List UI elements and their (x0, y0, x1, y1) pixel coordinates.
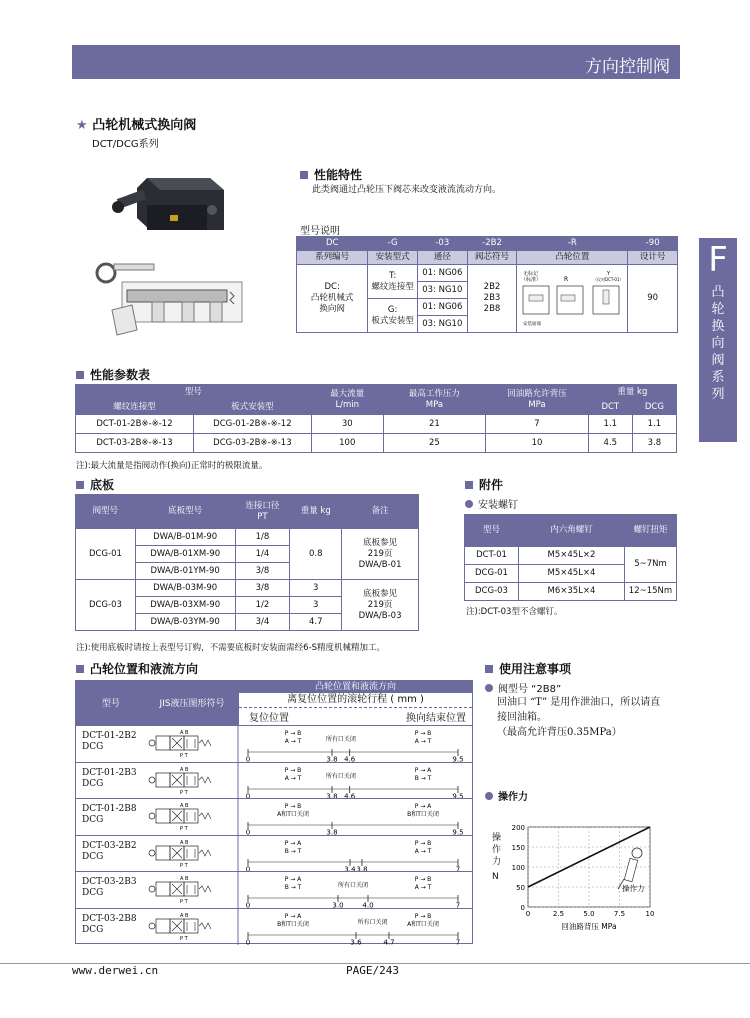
base-table: 阀型号 底板型号 连接口径 PT 重量 kg 备注 DCG-01 DWA/B-01M-90 1/8 0.8 底板参见 219页 DWA/B-01 DWA/B-01XM-90 1/4 DWA/B-01YM-90 3/8 DCG-03 DWA/B-03M-90 3/8 3 底板参见 219页 DWA/B-03 DWA/B-03XM-90 1/2 3 DWA/B-03YM-90 3/4 4.7 (75, 494, 419, 631)
table-row: DCT-03-2B※-※-13 DCG-03-2B※-※-13 100 25 10 4.5 3.8 (76, 434, 677, 453)
base-heading (76, 476, 114, 493)
page-title: 方向控制阀 (585, 57, 670, 77)
tick-label: 7 (455, 865, 461, 872)
perf-note: 注):最大流量是指阀动作(换向)正常时的极限流量。 (76, 461, 268, 471)
y-tick-label: 100 (511, 864, 525, 872)
perf-h-threaded: 螺纹连接型 (76, 400, 194, 415)
acc-note: 注):DCT-03型不含螺钉。 (466, 607, 563, 617)
tick-label: 0 (245, 901, 251, 909)
code-cam: -R (517, 237, 628, 251)
svg-text:B和T口关闭: B和T口关闭 (407, 811, 439, 818)
svg-text:P T: P T (180, 789, 188, 796)
name-spool: 阀芯符号 (467, 251, 517, 265)
acc-heading (465, 476, 503, 493)
features-heading (300, 166, 362, 183)
table-row (76, 798, 472, 835)
roller-icon (632, 848, 642, 858)
svg-text:A B: A B (180, 912, 189, 919)
svg-text:P → A: P → A (284, 839, 302, 847)
svg-text:B → T: B → T (284, 884, 302, 891)
svg-text:B → T: B → T (284, 847, 302, 855)
valve-model: DCG-03 (76, 580, 136, 631)
svg-text:P → B: P → B (414, 876, 432, 883)
svg-text:P → B: P → B (414, 839, 432, 847)
jis-symbol (149, 730, 211, 759)
header-bar (72, 45, 680, 79)
perf-table (75, 384, 677, 453)
acc-table: 型号 内六角螺钉 螺钉扭矩 DCT-01 M5×45L×2 5~7Nm DCG-01 M5×45L×4 DCG-03 M6×35L×4 12~15Nm (464, 514, 677, 601)
section-tab-text: 凸轮换向阀系列 (711, 285, 725, 402)
svg-text:A → T: A → T (414, 738, 432, 745)
cam-label: 无标记 (523, 270, 539, 277)
circle-bullet-icon (465, 500, 473, 508)
tick-label: 0 (245, 792, 251, 799)
base-note: 注):使用底板时请按上表型号订购，不需要底板时安装面需经6-S精度机械精加工。 (76, 643, 386, 653)
table-row (76, 908, 472, 945)
cam-heading (76, 660, 198, 677)
tick-label: 3.8 (356, 865, 368, 872)
cam-label: Y (607, 270, 611, 277)
tick-label: 4.7 (383, 938, 395, 945)
tick-label: 0 (245, 828, 251, 836)
code-spool: -2B2 (467, 237, 517, 251)
svg-text:A B: A B (180, 766, 189, 773)
model-title: 型号说明 (300, 226, 340, 237)
name-cam: 凸轮位置 (517, 251, 628, 265)
svg-text:P T: P T (180, 935, 188, 942)
table-row: DCT-01-2B※-※-12 DCG-01-2B※-※-12 30 21 7 1.1 1.1 (76, 415, 677, 434)
square-bullet-icon (485, 665, 493, 673)
tick-label: 3.6 (350, 938, 362, 945)
tick-label: 9.5 (452, 828, 464, 836)
tick-label: 7 (455, 938, 461, 945)
svg-text:所有口关闭: 所有口关闭 (337, 882, 369, 889)
inset-label: 操作力 (622, 884, 645, 893)
table-row (76, 725, 472, 762)
product-title-text: 凸轮机械式换向阀 (92, 118, 197, 133)
x-axis-label: 回油路背压 MPa (561, 922, 617, 931)
code-mount: -G (368, 237, 418, 251)
perf-h-flow: 最大流量 L/min (311, 385, 383, 415)
svg-text:A B: A B (180, 876, 189, 882)
cam-model: DCT-03-2B2 DCG (82, 840, 137, 862)
svg-text:所有口关闭: 所有口关闭 (357, 918, 388, 926)
svg-text:P → A: P → A (284, 912, 302, 920)
tick-label: 7 (455, 901, 461, 909)
cam-title: 凸轮位置和液流方向 (90, 662, 199, 676)
cam-model: DCT-03-2B8 DCG (82, 913, 137, 935)
perf-title: 性能参数表 (90, 368, 151, 382)
name-design: 设计号 (628, 251, 678, 265)
valve-model: DCG-01 (76, 529, 136, 580)
force-ylabel: 操作力 (492, 833, 502, 867)
square-bullet-icon (76, 665, 84, 673)
svg-text:所有口关闭: 所有口关闭 (325, 736, 356, 743)
y-tick-label: 150 (511, 844, 525, 852)
base-title: 底板 (90, 478, 115, 492)
code-series: DC (297, 237, 368, 251)
cam-label: （标准） (521, 276, 542, 283)
tick-label: 0 (245, 755, 251, 763)
svg-text:P T: P T (180, 753, 188, 759)
x-tick-label: 2.5 (552, 910, 565, 918)
svg-text:P → B: P → B (284, 803, 302, 810)
force-chart (500, 815, 670, 935)
square-bullet-icon (465, 481, 473, 489)
tick-label: 0 (245, 865, 251, 872)
tick-label: 3.8 (326, 828, 338, 836)
svg-text:A B: A B (180, 730, 189, 736)
tick-label: 4.6 (344, 755, 356, 763)
table-row (76, 871, 472, 908)
perf-h-dcg: DCG (632, 400, 676, 415)
svg-text:P → B: P → B (414, 912, 432, 920)
x-tick-label: 10 (645, 910, 655, 918)
force-heading: 操作力 (485, 788, 528, 803)
svg-text:A和T口关闭: A和T口关闭 (277, 811, 309, 818)
perf-heading (76, 366, 150, 383)
tick-label: 0 (245, 938, 251, 945)
x-tick-label: 5.0 (583, 910, 595, 918)
tick-label: 9.5 (452, 755, 464, 763)
x-tick-label: 0 (525, 910, 531, 918)
perf-h-weight: 重量 kg (588, 385, 676, 400)
svg-text:P T: P T (180, 826, 188, 832)
y-tick-label: 200 (511, 824, 525, 832)
svg-text:P T: P T (180, 862, 188, 869)
cam-model: DCT-01-2B3 DCG (82, 767, 137, 789)
mount-threaded: T: 螺纹连接型 (368, 265, 418, 299)
svg-text:A → T: A → T (284, 774, 302, 782)
perf-h-dct: DCT (588, 400, 632, 415)
section-letter: F (708, 240, 728, 280)
design-number: 90 (628, 265, 678, 333)
name-series: 系列编号 (297, 251, 368, 265)
tick-label: 4.6 (344, 792, 356, 799)
tick-label: 3.8 (326, 755, 338, 763)
star-icon: ★ (76, 118, 88, 133)
y-tick-label: 0 (520, 904, 525, 912)
tick-label: 4.0 (362, 901, 374, 909)
section-tab (699, 238, 737, 442)
square-bullet-icon (76, 371, 84, 379)
table-row (76, 835, 472, 872)
model-table (296, 236, 678, 333)
usage-item: 阀型号 “2B8” (485, 680, 561, 695)
svg-text:P → A: P → A (414, 766, 432, 774)
svg-text:A和T口关闭: A和T口关闭 (407, 920, 439, 928)
cam-table: 型号 JIS液压图形符号 凸轮位置和液流方向 离复位位置的滚轮行程 ( mm ) 复位位置 换向结束位置 DCT-01-2B2 DCG A B P T P → B A → T 所有口关闭 P → B A → T 0 3.8 4.6 9.5 DCT-01-2B3 DCG A B P T P → B A → T 所有口关闭 P → A B → T 0 3.8 4.6 9.5 DCT-01-2B8 DCG A B P T P → B A和T口关闭 P → A B和T口关闭 0 3.8 9.5 DCT-03-2B2 DCG A B P T P → A B → T P → B A → T 0 3.4 3.8 7 DCT-03-2B3 DCG A B P T P → A B → T 所有口关闭 P → B A → T 0 3.0 4.0 7 DCT-03-2B8 DCG A B P T P → A B和T口关闭 所有口关闭 P → B A和T口关闭 0 3.6 4.7 7 (75, 680, 473, 944)
tick-label: 3.4 (344, 865, 356, 872)
code-size: -03 (417, 237, 467, 251)
spool-options: 2B2 2B3 2B8 (467, 265, 517, 333)
size-option: 01: NG06 (417, 299, 467, 316)
page-number: PAGE/243 (346, 964, 399, 977)
force-yunit: N (492, 872, 499, 882)
features-desc: 此类阀通过凸轮压下阀芯来改变液流流动方向。 (312, 185, 502, 195)
perf-h-press: 最高工作压力 MPa (383, 385, 486, 415)
table-row (76, 762, 472, 799)
x-tick-label: 7.5 (613, 910, 626, 918)
svg-text:P → A: P → A (284, 876, 302, 883)
svg-text:P → B: P → B (414, 730, 432, 737)
size-option: 03: NG10 (417, 316, 467, 333)
svg-text:B和T口关闭: B和T口关闭 (277, 920, 309, 928)
jis-symbol (149, 840, 211, 869)
svg-text:A B: A B (180, 803, 189, 809)
usage-title: 使用注意事项 (499, 662, 572, 676)
cam-label: （仅对DCT-01） (593, 276, 624, 282)
tick-label: 3.0 (332, 901, 344, 909)
product-series: DCT/DCG系列 (92, 139, 159, 150)
y-tick-label: 50 (516, 884, 525, 892)
cam-label: 安装面端 (523, 321, 542, 327)
cam-position-figure (517, 265, 628, 333)
svg-text:P → A: P → A (414, 803, 432, 810)
usage-heading (485, 660, 571, 677)
usage-text: 回油口 “T” 是用作泄油口，所以请直 接回油箱。 （最高允许背压0.35MPa） (497, 697, 661, 738)
mount-plate: G: 板式安装型 (368, 299, 418, 333)
footer-url[interactable]: www.derwei.cn (72, 964, 159, 977)
perf-h-back: 回油路允许背压 MPa (486, 385, 589, 415)
perf-h-plate: 板式安装型 (193, 400, 311, 415)
cam-label: R (564, 275, 569, 283)
features-title: 性能特性 (314, 168, 363, 182)
svg-text:A B: A B (180, 839, 189, 846)
cam-model: DCT-01-2B8 DCG (82, 804, 137, 825)
tick-label: 9.5 (452, 792, 464, 799)
svg-text:A → T: A → T (414, 847, 432, 855)
size-option: 03: NG10 (417, 282, 467, 299)
name-mount: 安装型式 (368, 251, 418, 265)
perf-h-model: 型号 (76, 385, 312, 400)
square-bullet-icon (300, 171, 308, 179)
jis-symbol (149, 876, 211, 905)
size-option: 01: NG06 (417, 265, 467, 282)
jis-symbol (149, 913, 211, 942)
svg-text:P → B: P → B (284, 766, 302, 774)
acc-subheading: 安装螺钉 (465, 496, 518, 511)
circle-bullet-icon (485, 792, 493, 800)
svg-text:所有口关闭: 所有口关闭 (325, 772, 356, 780)
code-design: -90 (628, 237, 678, 251)
series-desc: DC: 凸轮机械式 换向阀 (297, 265, 368, 333)
name-size: 通径 (417, 251, 467, 265)
product-title (76, 114, 196, 133)
square-bullet-icon (76, 481, 84, 489)
svg-text:A → T: A → T (284, 738, 302, 745)
svg-text:A → T: A → T (414, 884, 432, 891)
cam-model: DCT-03-2B3 DCG (82, 877, 137, 898)
svg-text:B → T: B → T (414, 774, 432, 782)
circle-bullet-icon (485, 684, 493, 692)
cam-model: DCT-01-2B2 DCG (82, 731, 137, 752)
jis-symbol (149, 803, 211, 832)
acc-title: 附件 (479, 478, 504, 492)
svg-text:P T: P T (180, 899, 188, 905)
svg-text:P → B: P → B (284, 730, 302, 737)
lever-icon (624, 858, 637, 881)
tick-label: 3.8 (326, 792, 338, 799)
jis-symbol (149, 767, 211, 796)
product-image (92, 160, 252, 345)
